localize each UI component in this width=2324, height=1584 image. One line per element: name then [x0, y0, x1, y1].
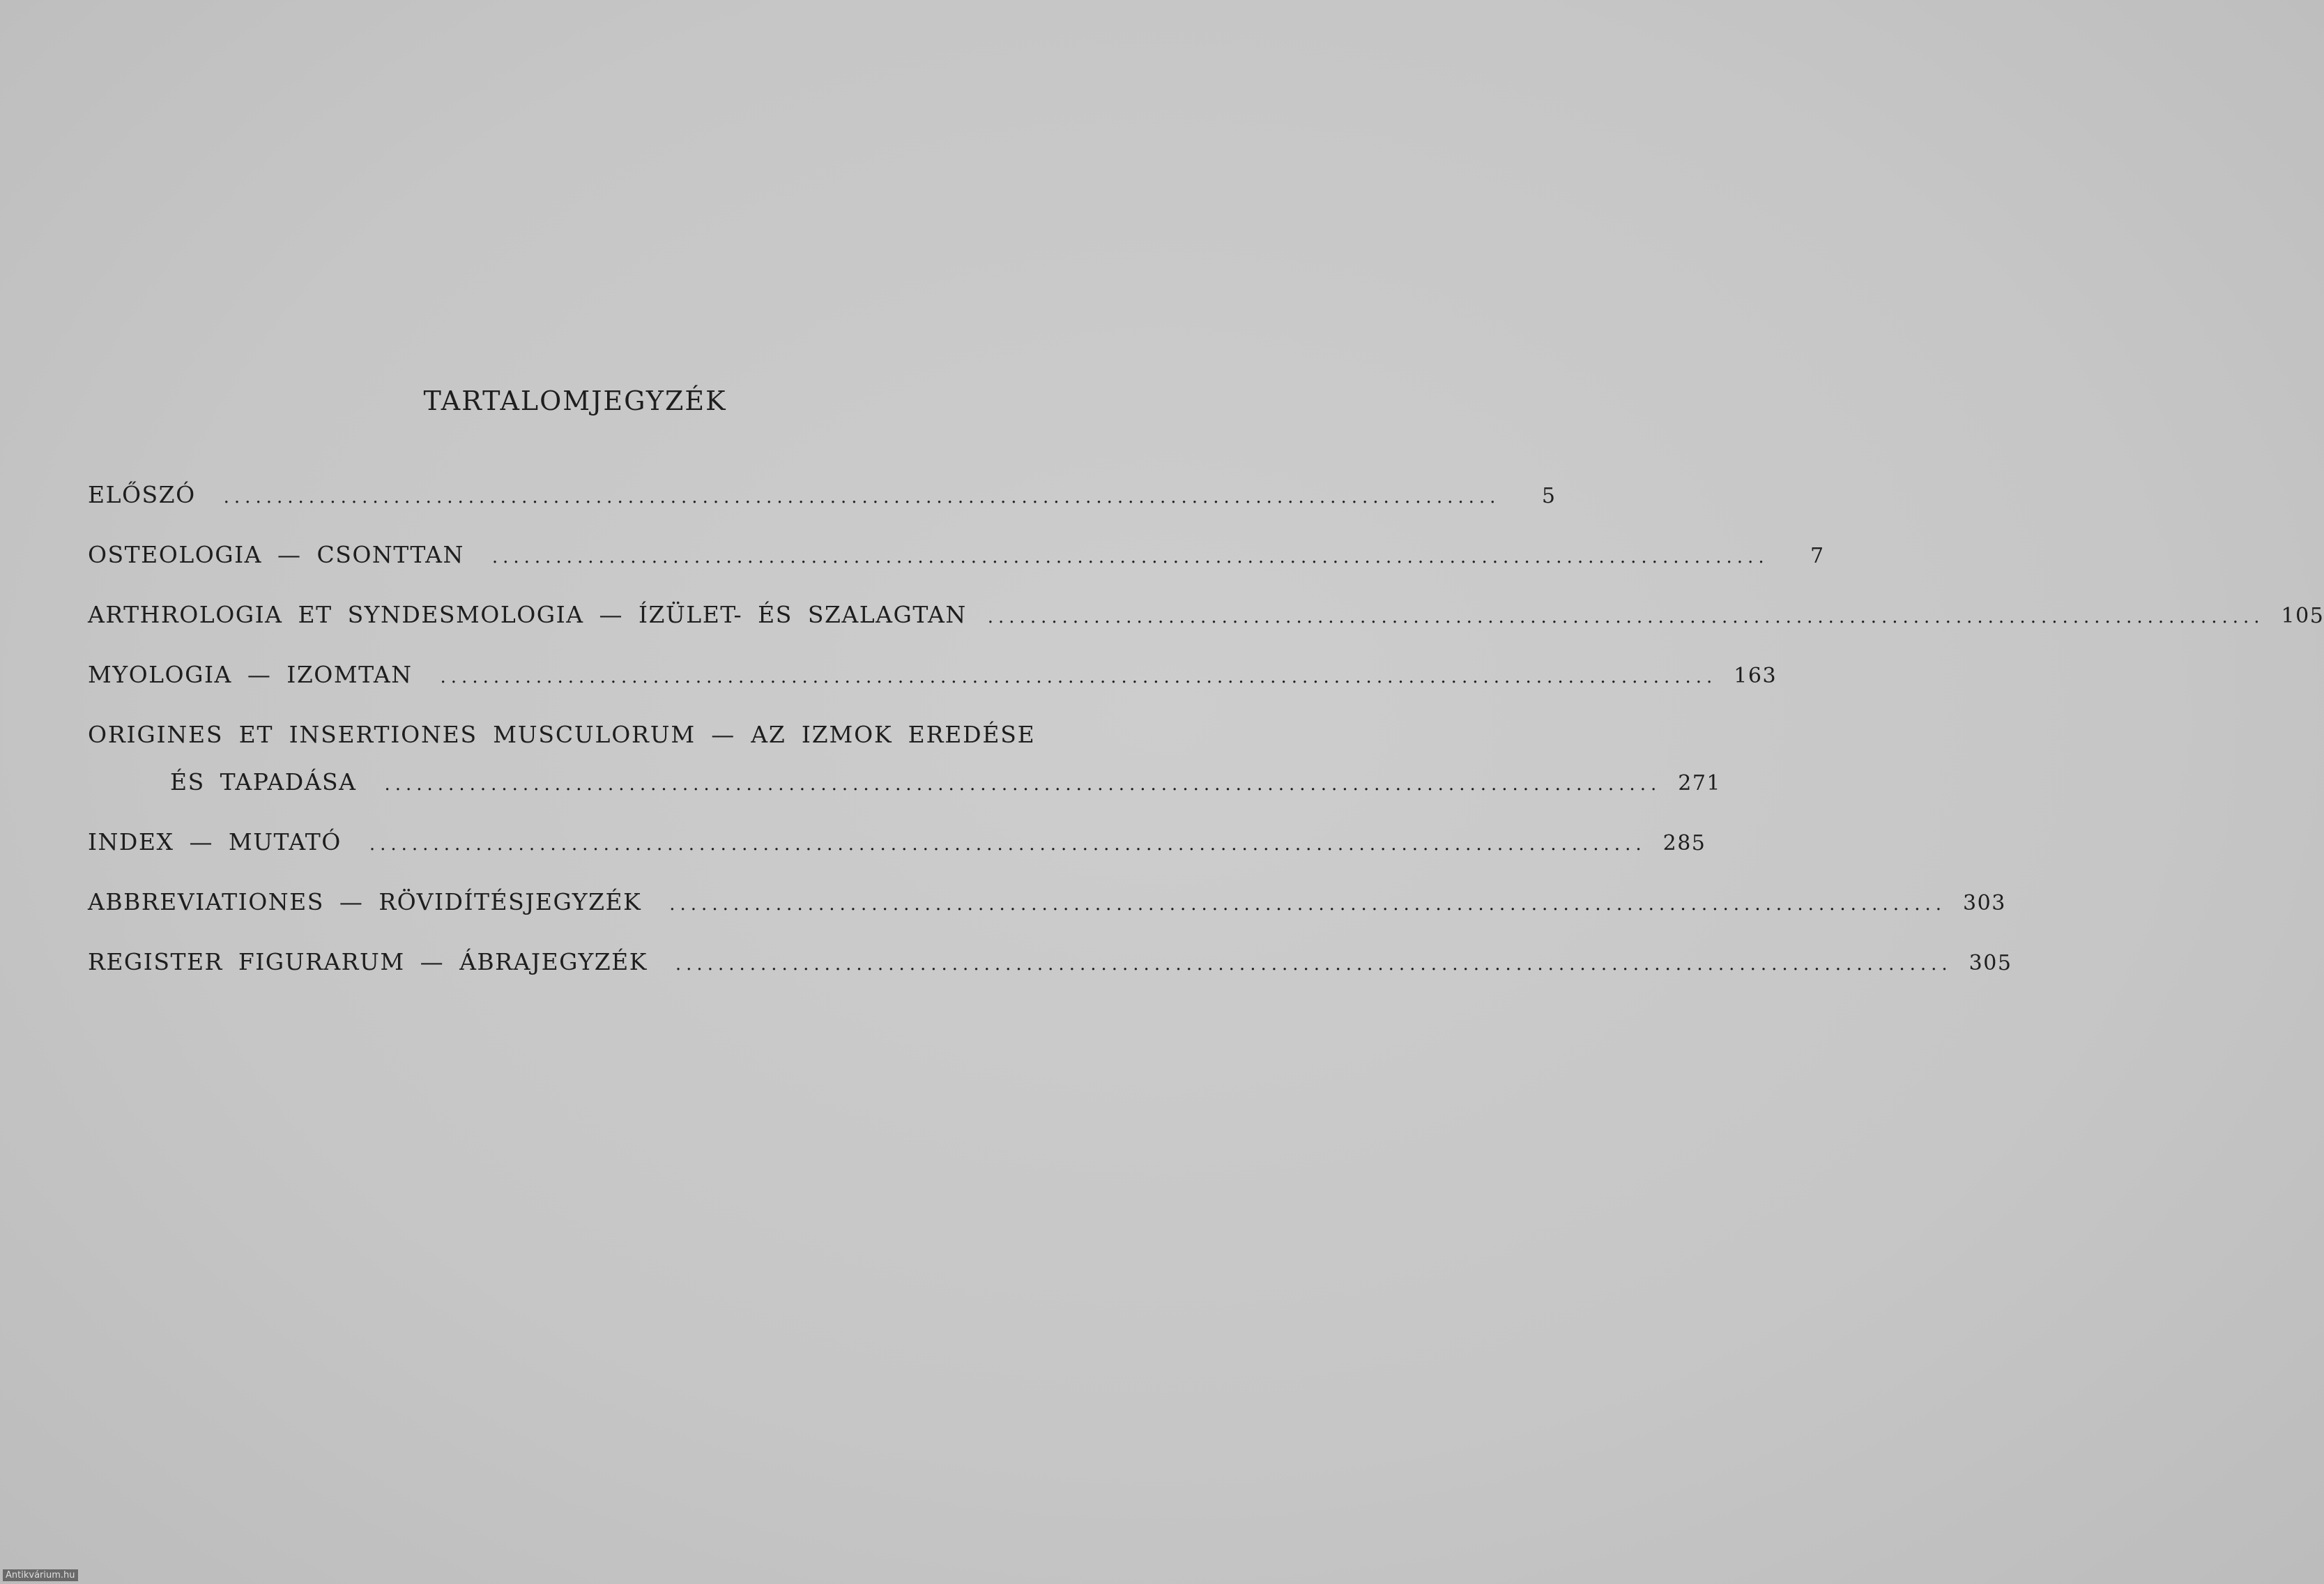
- toc-entry-register: [88, 948, 2012, 983]
- toc-entry-index: [88, 828, 1706, 863]
- toc-entry-label: ARTHROLOGIA ET SYNDESMOLOGIA — ÍZÜLET- ÉS SZALAGTAN: [88, 601, 967, 628]
- toc-entry-page: 305: [1968, 951, 2012, 975]
- toc-entry-arthrologia: [88, 601, 2324, 636]
- toc-entry-label: MYOLOGIA — IZOMTAN: [88, 661, 413, 688]
- toc-entry-osteologia: [88, 541, 1825, 576]
- dot-leader: ........................................................................................................................: [384, 774, 1662, 795]
- watermark: Antikvárium.hu: [3, 1569, 78, 1581]
- dot-leader: ........................................................................................................................: [669, 894, 1947, 915]
- toc-entry-page: 7: [1810, 544, 1825, 568]
- toc-entry-eloszo: [88, 481, 1557, 516]
- toc-entry-label: REGISTER FIGURARUM — ÁBRAJEGYZÉK: [88, 948, 648, 975]
- toc-entry-origines: [88, 721, 1080, 756]
- toc-entry-label: ORIGINES ET INSERTIONES MUSCULORUM — AZ IZMOK EREDÉSE: [88, 721, 1036, 748]
- toc-entry-label: OSTEOLOGIA — CSONTTAN: [88, 541, 464, 568]
- dot-leader: ........................................................................................................................: [987, 607, 2265, 627]
- toc-entry-page: 271: [1678, 771, 1721, 795]
- toc-entry-label: ABBREVIATIONES — RÖVIDÍTÉSJEGYZÉK: [88, 888, 642, 915]
- toc-entry-label: INDEX — MUTATÓ: [88, 828, 342, 855]
- toc-entry-abbreviationes: [88, 888, 2006, 923]
- toc-entry-myologia: [88, 661, 1778, 696]
- dot-leader: ........................................................................................................................: [491, 547, 1769, 568]
- toc-entry-page: 163: [1734, 664, 1778, 688]
- toc-entry-page: 303: [1963, 891, 2006, 915]
- page-title: TARTALOMJEGYZÉK: [423, 386, 727, 416]
- toc-entry-label: ÉS TAPADÁSA: [170, 768, 357, 795]
- dot-leader: ........................................................................................................................: [675, 954, 1952, 975]
- dot-leader: ........................................................................................................................: [223, 487, 1501, 508]
- toc-entry-page: 5: [1541, 484, 1557, 508]
- toc-entry-label: ELŐSZÓ: [88, 481, 196, 508]
- toc-entry-page: 105: [2281, 604, 2324, 628]
- toc-entry-page: 285: [1662, 831, 1706, 855]
- dot-leader: ........................................................................................................................: [440, 667, 1718, 687]
- toc-entry-origines-continued: [88, 768, 1721, 803]
- dot-leader: ........................................................................................................................: [369, 834, 1646, 855]
